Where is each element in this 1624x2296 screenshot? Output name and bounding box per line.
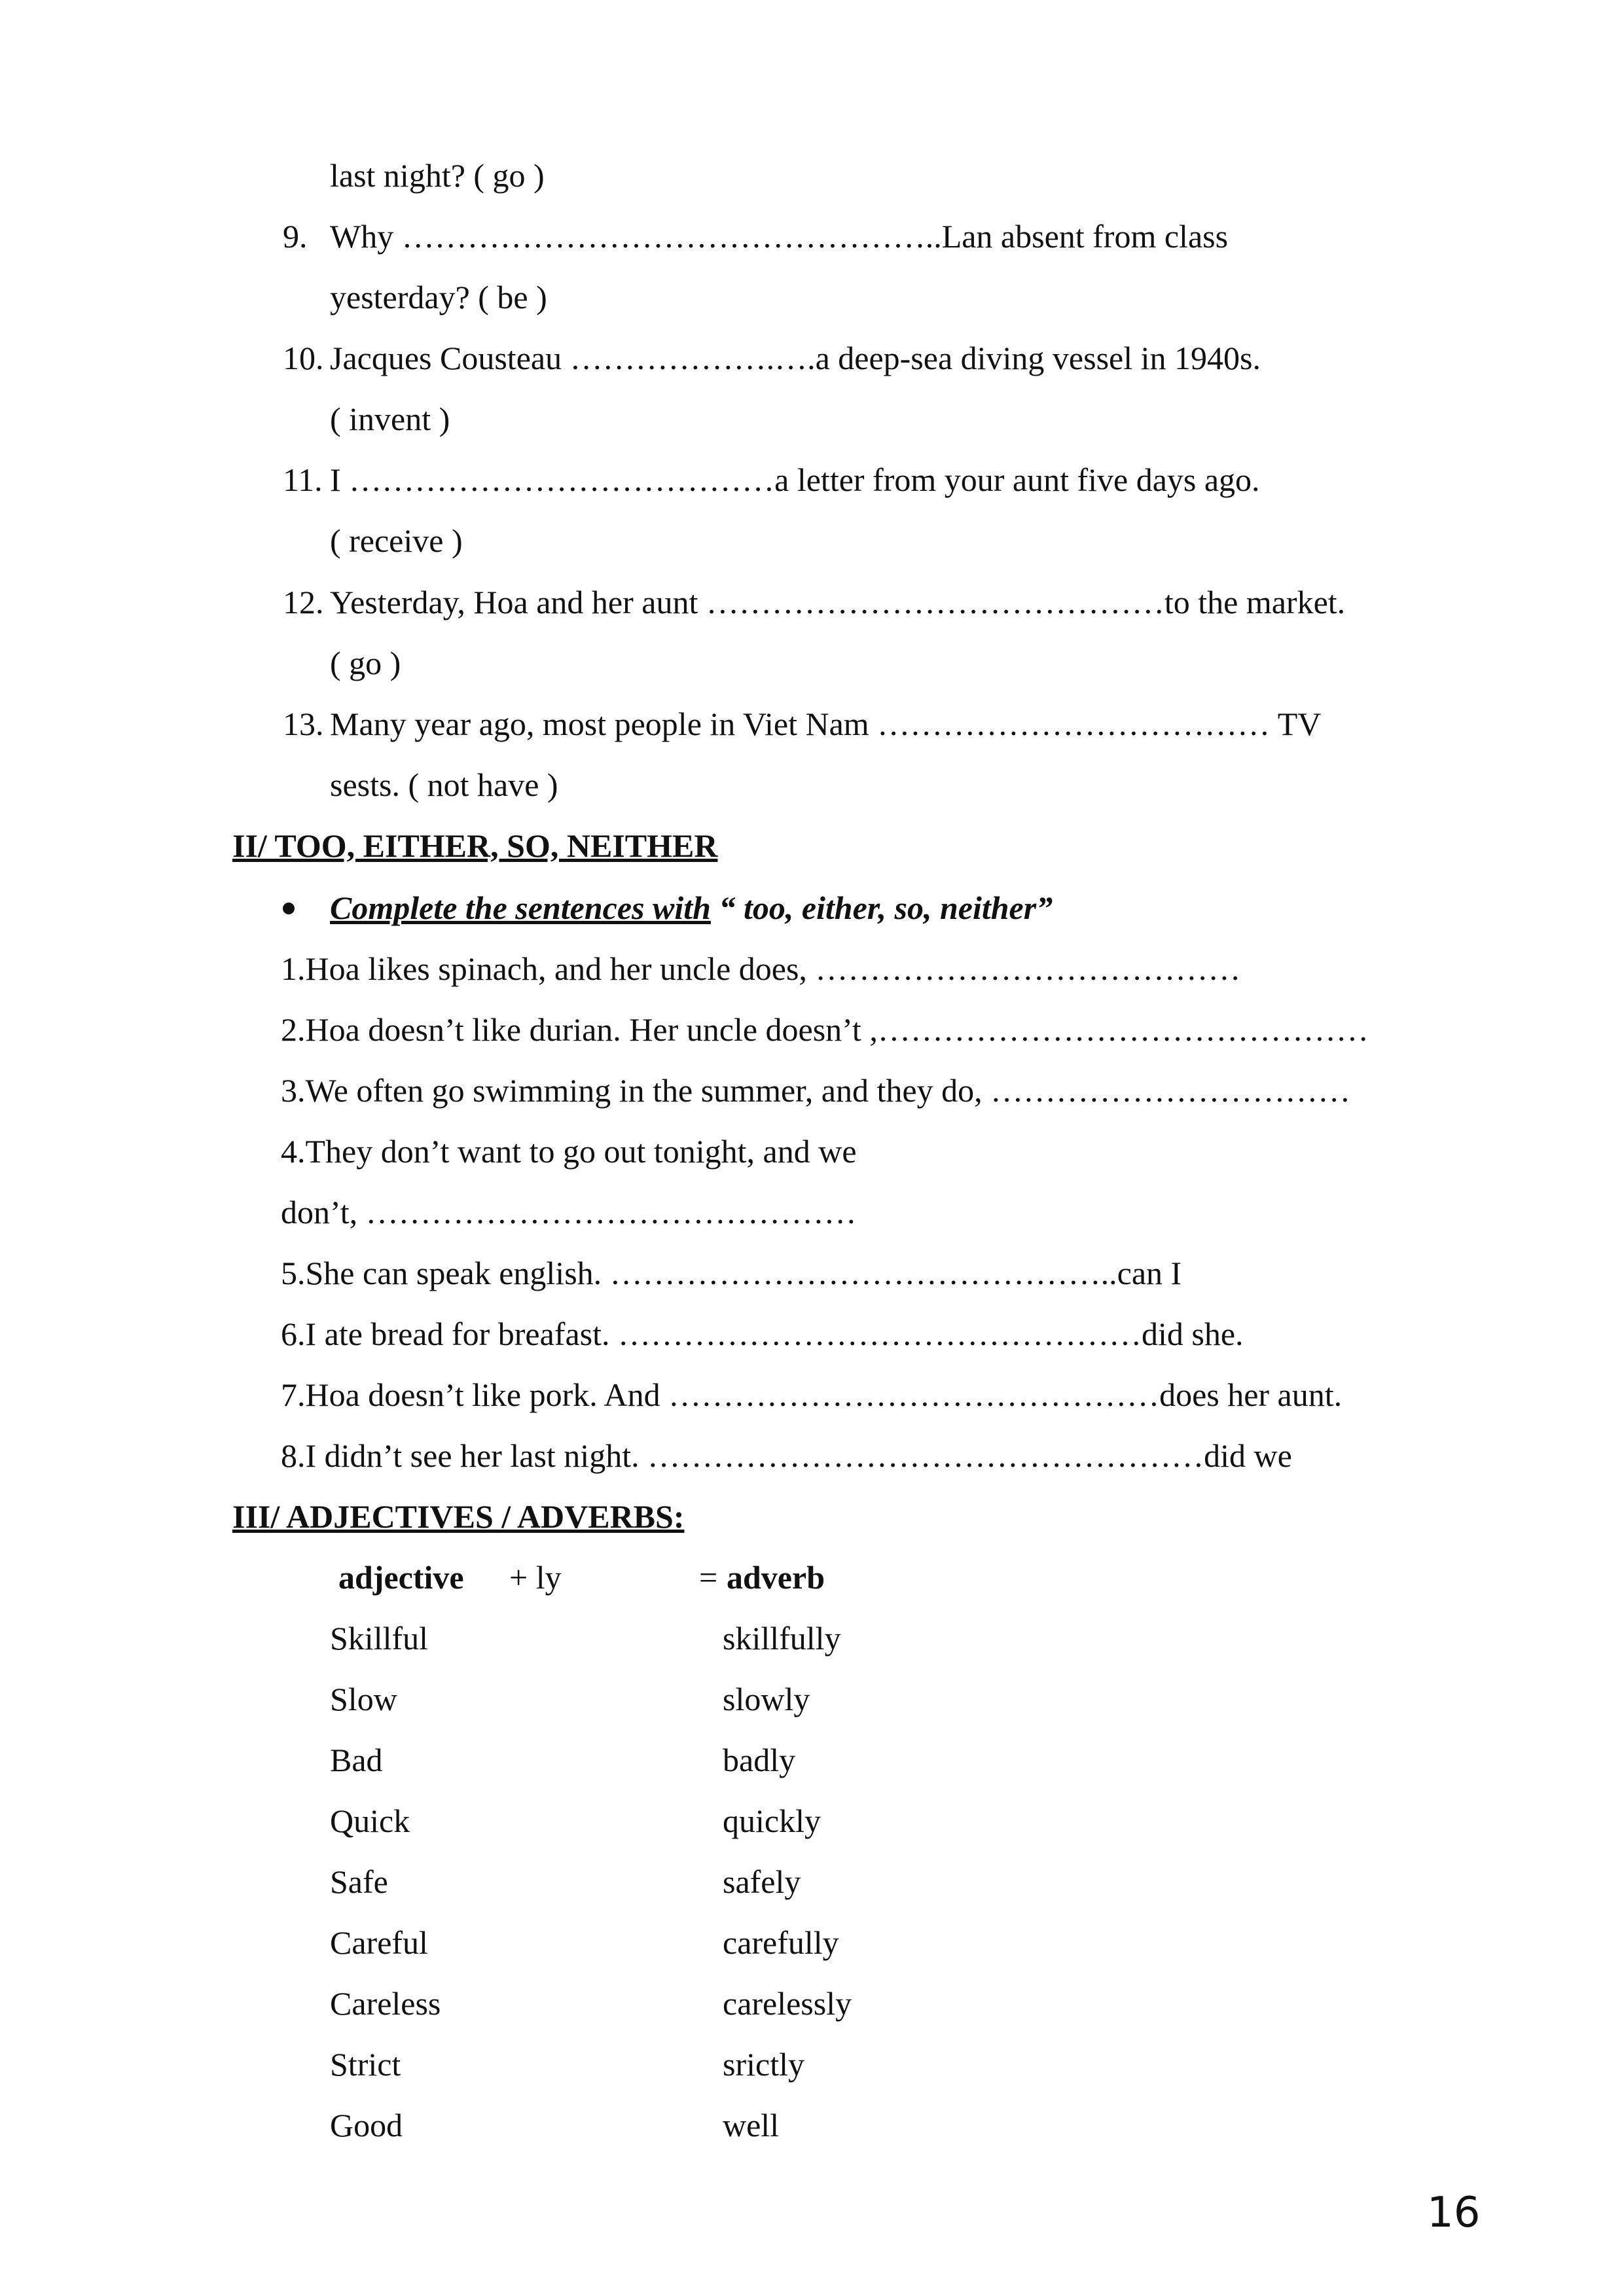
table-cell-adjective: Skillful — [330, 1620, 429, 1657]
table-header-adverb: adverb — [727, 1559, 825, 1596]
table-cell-adverb: badly — [723, 1742, 796, 1778]
table-cell-adverb: well — [723, 2107, 780, 2144]
table-cell-adverb: carelessly — [723, 1985, 852, 2022]
table-cell-adjective: Careful — [330, 1924, 428, 1961]
exercise-item-12-cont: ( go ) — [330, 645, 401, 681]
item-text: Jacques Cousteau ……………….….a deep-sea diving vessel in 1940s. — [330, 340, 1261, 376]
exercise-line: 1.Hoa likes spinach, and her uncle does, ………………………………… — [281, 950, 1241, 987]
exercise-line: last night? ( go ) — [330, 157, 545, 194]
exercise-item-11-cont: ( receive ) — [330, 522, 463, 559]
exercise-line: 3.We often go swimming in the summer, and they do, …………………………… — [281, 1072, 1351, 1109]
exercise-item-9-cont: yesterday? ( be ) — [330, 279, 547, 315]
item-number: 10. — [283, 340, 324, 376]
table-cell-adjective: Good — [330, 2107, 403, 2144]
table-cell-adverb: quickly — [723, 1803, 821, 1839]
item-number: 9. — [283, 218, 308, 255]
table-cell-adverb: carefully — [723, 1924, 839, 1961]
item-text: Yesterday, Hoa and her aunt ……………………………………to the market. — [330, 584, 1346, 620]
table-cell-adjective: Quick — [330, 1803, 410, 1839]
exercise-item-12 — [283, 583, 1345, 622]
exercise-item-9 — [283, 217, 1228, 256]
instruction-underlined: Complete the sentences with — [330, 889, 711, 926]
exercise-line: 5.She can speak english. ………………………………………..can I — [281, 1255, 1182, 1291]
table-header-adjective: adjective — [338, 1559, 464, 1596]
exercise-line: don’t, ……………………………………… — [281, 1194, 857, 1230]
exercise-line: 4.They don’t want to go out tonight, and we — [281, 1133, 857, 1170]
table-cell-adverb: srictly — [723, 2046, 804, 2083]
exercise-line: 2.Hoa doesn’t like durian. Her uncle doesn’t ,……………………………………… — [281, 1011, 1369, 1048]
section-heading-too-either: II/ TOO, EITHER, SO, NEITHER — [232, 827, 718, 864]
table-cell-adverb: safely — [723, 1863, 801, 1900]
item-number: 12. — [283, 584, 324, 620]
table-cell-adjective: Strict — [330, 2046, 401, 2083]
instruction-line — [330, 888, 1053, 927]
exercise-item-10 — [283, 338, 1261, 378]
exercise-item-13-cont: sests. ( not have ) — [330, 766, 558, 803]
bullet-icon — [283, 903, 295, 914]
item-text: Many year ago, most people in Viet Nam ……………………………… TV — [330, 706, 1322, 742]
section-heading-adjectives-adverbs: III/ ADJECTIVES / ADVERBS: — [232, 1498, 685, 1535]
table-header-eq: = — [699, 1559, 718, 1596]
item-number: 13. — [283, 706, 324, 742]
item-number: 11. — [283, 461, 323, 498]
table-cell-adjective: Careless — [330, 1985, 441, 2022]
table-cell-adverb: slowly — [723, 1681, 810, 1717]
exercise-item-13 — [283, 704, 1321, 744]
exercise-line: 7.Hoa doesn’t like pork. And ………………………………………does her aunt. — [281, 1376, 1343, 1413]
exercise-line: 6.I ate bread for breafast. …………………………………………did she. — [281, 1316, 1244, 1352]
item-text: I …………………………………a letter from your aunt five days ago. — [330, 461, 1260, 498]
table-header-ly: + ly — [509, 1559, 562, 1596]
item-text: Why …………………………………………..Lan absent from class — [330, 218, 1229, 255]
page-number: 16 — [1427, 2189, 1481, 2237]
instruction-rest: “ too, either, so, neither” — [710, 889, 1053, 926]
exercise-line: 8.I didn’t see her last night. ……………………………………………did we — [281, 1437, 1292, 1474]
table-cell-adjective: Safe — [330, 1863, 388, 1900]
exercise-item-11 — [283, 460, 1260, 499]
table-cell-adjective: Slow — [330, 1681, 397, 1717]
exercise-item-10-cont: ( invent ) — [330, 401, 450, 437]
table-cell-adverb: skillfully — [723, 1620, 841, 1657]
table-cell-adjective: Bad — [330, 1742, 383, 1778]
